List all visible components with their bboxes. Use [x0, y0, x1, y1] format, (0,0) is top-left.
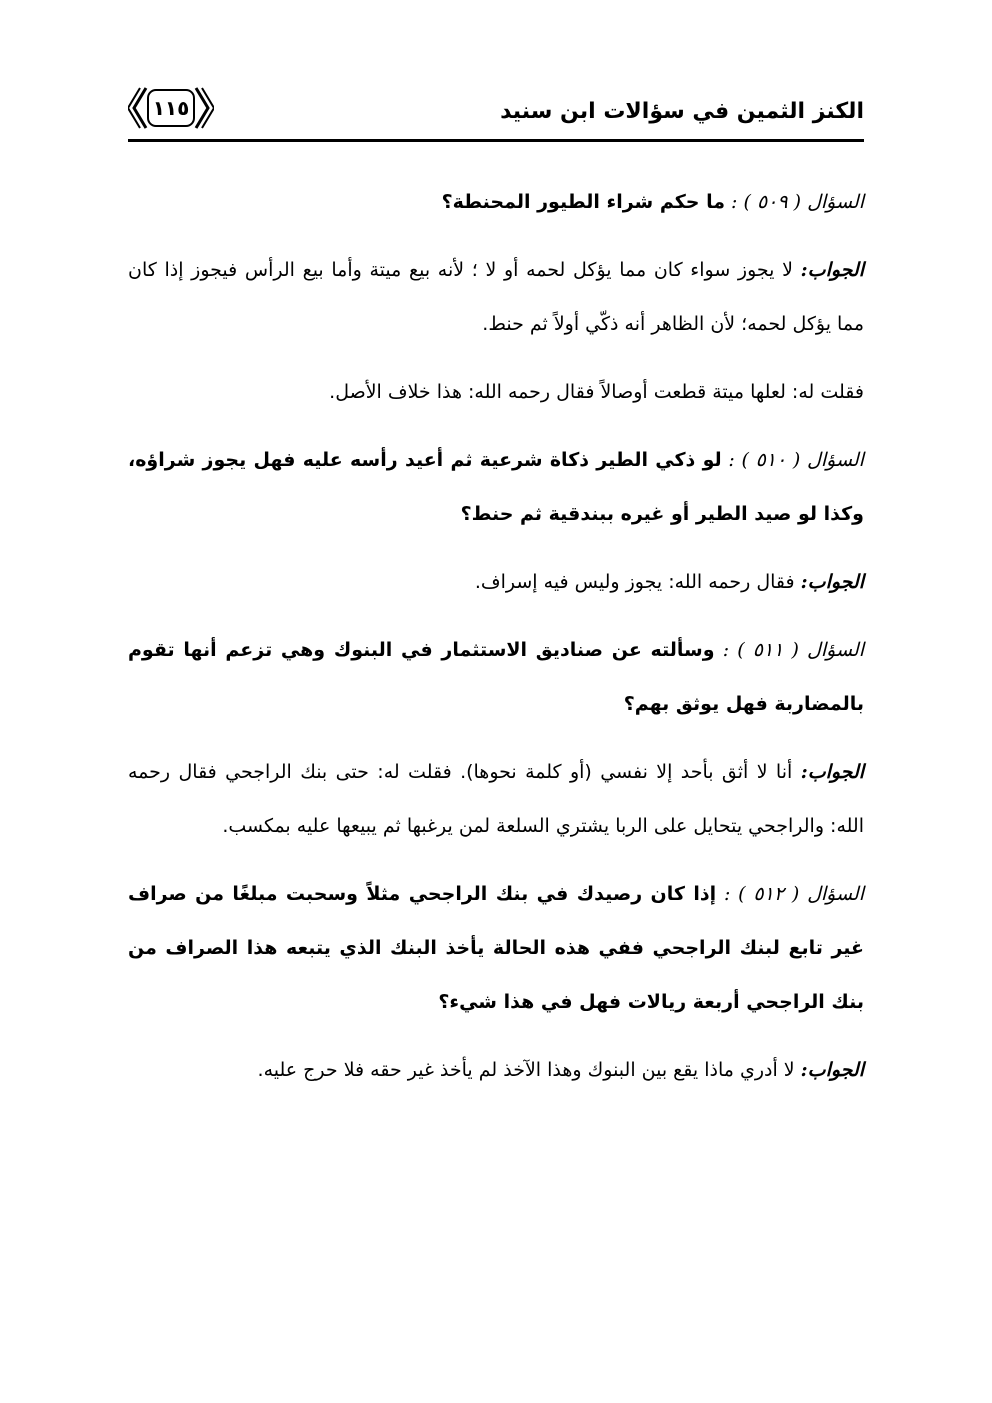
follow-up-509 [128, 365, 864, 419]
question-text: لو ذكي الطير ذكاة شرعية ثم أعيد رأسه عليه فهل يجوز شراؤه، وكذا لو صيد الطير أو غيره ببندقية ثم حنط؟ [128, 449, 864, 525]
question-label: السؤال ( ٥١٠ ) : [728, 449, 864, 471]
page-content [128, 175, 864, 1111]
question-text: ما حكم شراء الطيور المحنطة؟ [441, 191, 725, 213]
answer-label: الجواب: [800, 761, 865, 783]
answer-text: لا يجوز سواء كان مما يؤكل لحمه أو لا ؛ لأنه بيع ميتة وأما بيع الرأس فيجوز إذا كان مما يؤكل لحمه؛ لأن الظاهر أنه ذكّي أولاً ثم حنط. [128, 259, 864, 335]
answer-512 [128, 1043, 864, 1097]
answer-509 [128, 243, 864, 351]
question-512 [128, 867, 864, 1029]
paragraph-text: فقلت له: لعلها ميتة قطعت أوصالاً فقال رحمه الله: هذا خلاف الأصل. [329, 381, 864, 403]
answer-511 [128, 745, 864, 853]
question-label: السؤال ( ٥١١ ) : [722, 639, 864, 661]
book-title: الكنز الثمين في سؤالات ابن سنيد [500, 99, 864, 124]
answer-label: الجواب: [800, 571, 864, 593]
question-text: وسألته عن صناديق الاستثمار في البنوك وهي تزعم أنها تقوم بالمضاربة فهل يوثق بهم؟ [128, 639, 864, 715]
header-divider [128, 139, 864, 142]
page-header [128, 84, 864, 140]
question-511 [128, 623, 864, 731]
question-text: إذا كان رصيدك في بنك الراجحي مثلاً وسحبت مبلغًا من صراف غير تابع لبنك الراجحي ففي هذه الحالة يأخذ البنك الذي يتبعه هذا الصراف من بنك الراجحي أربعة ريالات فهل في هذا شيء؟ [128, 883, 864, 1013]
page-number: ١١٥ [152, 96, 190, 120]
question-509 [128, 175, 864, 229]
answer-text: أنا لا أثق بأحد إلا نفسي (أو كلمة نحوها). فقلت له: حتى بنك الراجحي فقال رحمه الله: والراجحي يتحايل على الربا يشتري السلعة لمن يرغبها ثم يبيعها عليه بمكسب. [128, 761, 864, 837]
page-number-ornament [128, 84, 214, 132]
answer-label: الجواب: [800, 259, 864, 281]
answer-510 [128, 555, 864, 609]
answer-label: الجواب: [800, 1059, 864, 1081]
question-label: السؤال ( ٥١٢ ) : [723, 883, 864, 905]
question-label: السؤال ( ٥٠٩ ) : [731, 191, 864, 213]
answer-text: فقال رحمه الله: يجوز وليس فيه إسراف. [474, 571, 795, 593]
answer-text: لا أدري ماذا يقع بين البنوك وهذا الآخذ لم يأخذ غير حقه فلا حرج عليه. [257, 1059, 795, 1081]
question-510 [128, 433, 864, 541]
